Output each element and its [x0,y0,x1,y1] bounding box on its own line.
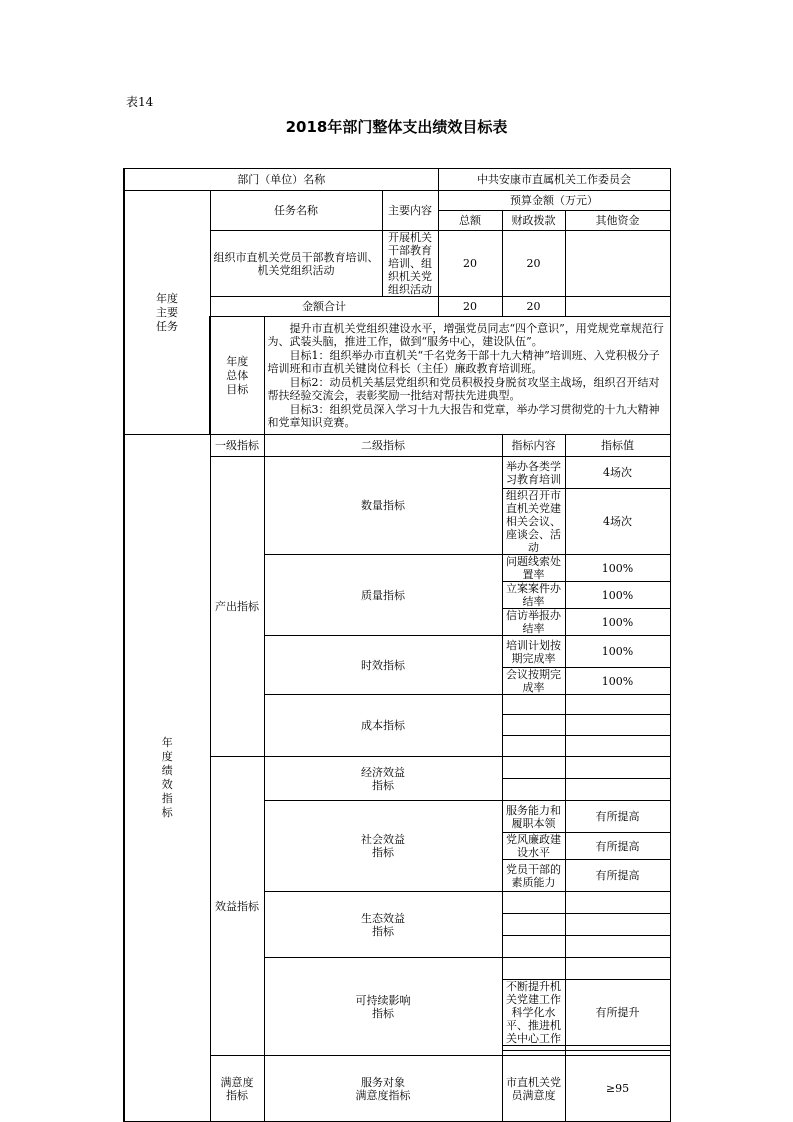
indicator-content [502,892,565,914]
sum-fiscal: 20 [502,297,565,317]
indicator-value [565,715,670,736]
indicator-value: 有所提高 [565,860,670,892]
satisfaction-indicators-label: 满意度 指标 [210,1056,264,1122]
annual-tasks-label: 年度 主要 任务 [124,191,210,435]
goal-paragraph: 目标2：动员机关基层党组织和党员积极投身脱贫攻坚主战场，组织召开结对帮扶经验交流会，表彰奖励一批结对帮扶先进典型。 [267,375,660,402]
output-indicators-label: 产出指标 [210,457,264,757]
indicator-content: 组织召开市直机关党建相关会议、座谈会、活动 [502,489,565,555]
indicator-value: 有所提升 [565,980,670,1046]
indicator-content: 不断提升机关党建工作科学化水平、推进机关中心工作 [502,980,565,1046]
indicator-value: 有所提高 [565,801,670,833]
sum-total: 20 [438,297,502,317]
indicator-value: 4场次 [565,457,670,489]
budget-header: 预算金额（万元） [438,191,670,211]
goal-paragraph: 目标1：组织举办市直机关“千名党务干部十九大精神”培训班、入党积极分子培训班和市直机关键岗位科长（主任）廉政教育培训班。 [267,348,660,375]
economic-benefit-label: 经济效益 指标 [264,757,502,801]
indicator-value [565,695,670,715]
goal-paragraph: 提升市直机关党组织建设水平，增强党员同志“四个意识”，用党规党章规范行为、武装头脑，推进工作，做到“服务中心，建设队伍”。 [267,321,664,348]
indicator-content: 立案案件办结率 [502,582,565,609]
indicator-content-header: 指标内容 [502,435,565,457]
timeliness-indicators-label: 时效指标 [264,636,502,695]
indicator-content: 会议按期完成率 [502,668,565,695]
indicator-content: 举办各类学习教育培训 [502,457,565,489]
task-name-header: 任务名称 [210,191,382,231]
task-total-cell: 20 [438,231,502,297]
indicator-content: 市直机关党员满意度 [502,1056,565,1122]
indicator-value: 100% [565,555,670,582]
dept-name-value: 中共安康市直属机关工作委员会 [438,169,670,191]
indicator-value: ≥95 [565,1056,670,1122]
indicator-value [565,892,670,914]
quantity-indicators-label: 数量指标 [264,457,502,555]
sum-label: 金额合计 [210,297,438,317]
budget-other-header: 其他资金 [565,211,670,231]
performance-goal-table [123,168,671,1122]
indicator-value [565,914,670,936]
indicator-value: 100% [565,582,670,609]
annual-perf-label: 年 度 绩 效 指 标 [124,435,210,1122]
indicator-value: 100% [565,609,670,636]
page-title: 2018年部门整体支出绩效目标表 [285,118,508,136]
goal-paragraph: 目标3：组织党员深入学习十九大报告和党章，举办学习贯彻党的十九大精神和党章知识竞赛。 [267,402,660,429]
indicator-content: 信访举报办结率 [502,609,565,636]
indicator-value [565,958,670,980]
indicator-value: 100% [565,636,670,668]
indicator-value: 4场次 [565,489,670,555]
indicator-content: 党风廉政建设水平 [502,833,565,860]
indicator-content [502,914,565,936]
annual-goals-label: 年度 总体 目标 [210,317,264,435]
indicator-content [502,695,565,715]
indicator-value [565,736,670,757]
indicator-value: 有所提高 [565,833,670,860]
task-fiscal-cell: 20 [502,231,565,297]
cost-indicators-label: 成本指标 [264,695,502,757]
budget-total-header: 总额 [438,211,502,231]
indicator-value [565,757,670,779]
level2-header: 二级指标 [264,435,502,457]
indicator-content [502,715,565,736]
dept-name-label: 部门（单位）名称 [124,169,438,191]
task-name-cell: 组织市直机关党员干部教育培训、机关党组织活动 [210,231,382,297]
indicator-content [502,757,565,779]
task-other-cell [565,231,670,297]
indicator-content: 培训计划按期完成率 [502,636,565,668]
indicator-content: 问题线索处置率 [502,555,565,582]
indicator-value [565,779,670,801]
sustainable-impact-label: 可持续影响 指标 [264,958,502,1056]
budget-fiscal-header: 财政拨款 [502,211,565,231]
task-content-cell: 开展机关干部教育培训、组织机关党组织活动 [382,231,438,297]
indicator-content [502,779,565,801]
indicator-value [565,936,670,958]
indicator-content: 党员干部的素质能力 [502,860,565,892]
indicator-content [502,936,565,958]
sum-other [565,297,670,317]
indicator-content [502,958,565,980]
benefit-indicators-label: 效益指标 [210,757,264,1056]
ecological-benefit-label: 生态效益 指标 [264,892,502,958]
indicator-content [502,736,565,757]
table-number: 表14 [126,95,154,109]
service-satisfaction-label: 服务对象 满意度指标 [264,1056,502,1122]
quality-indicators-label: 质量指标 [264,555,502,636]
annual-goals-text [264,317,670,435]
level1-header: 一级指标 [210,435,264,457]
indicator-value-header: 指标值 [565,435,670,457]
indicator-content: 服务能力和履职本领 [502,801,565,833]
task-content-header: 主要内容 [382,191,438,231]
social-benefit-label: 社会效益 指标 [264,801,502,892]
indicator-value: 100% [565,668,670,695]
